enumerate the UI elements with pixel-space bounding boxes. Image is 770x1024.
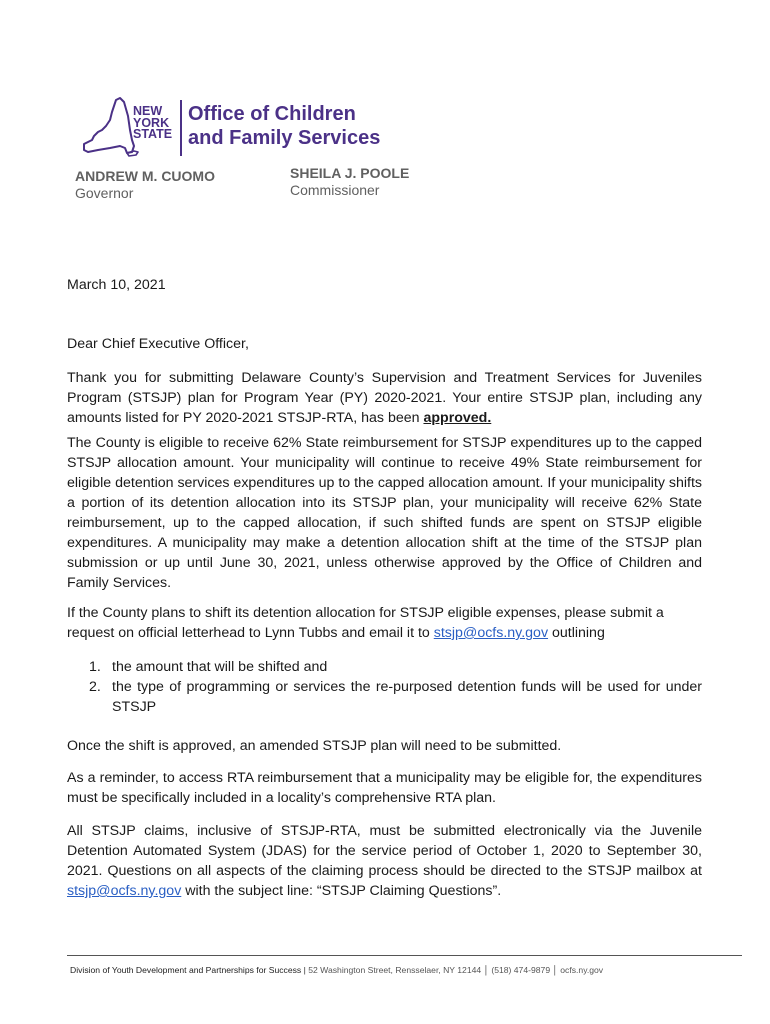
approved-text: approved. — [423, 410, 492, 426]
paragraph-shift-request — [67, 603, 702, 643]
stsjp-mailbox-link[interactable]: stsjp@ocfs.ny.gov — [67, 883, 182, 899]
ocfs-logo — [80, 96, 400, 166]
paragraph-rta-reminder: As a reminder, to access RTA reimbursement that a municipality may be eligible for, the expenditures must be specifically included in a locality’s comprehensive RTA plan. — [67, 770, 702, 806]
new-york-state-wordmark — [133, 106, 172, 141]
footer-division: Division of Youth Development and Partnerships for Success — [70, 965, 302, 975]
list-item — [67, 677, 702, 717]
list-number: 1. — [89, 659, 101, 675]
footer-divider — [67, 955, 742, 956]
paragraph-text: All STSJP claims, inclusive of STSJP-RTA, must be submitted electronically via the Juvenile Detention Automated System (JDAS) for the service period of October 1, 2020 to September 30, 2021. Questions on all aspects of the claiming process should be directed to the STSJP mailbox at — [67, 823, 702, 879]
letter-date: March 10, 2021 — [67, 277, 166, 293]
footer-phone: (518) 474-9879 — [491, 965, 551, 975]
commissioner-title: Commissioner — [290, 182, 380, 198]
list-item-text: the amount that will be shifted and — [112, 659, 328, 675]
paragraph-text: outlining — [548, 625, 605, 641]
new-york-state-map-icon — [80, 96, 140, 158]
logo-state-line: YORK — [133, 115, 170, 130]
paragraph-amended-plan: Once the shift is approved, an amended STSJP plan will need to be submitted. — [67, 738, 562, 754]
commissioner-name: SHEILA J. POOLE — [290, 165, 410, 181]
letter-greeting: Dear Chief Executive Officer, — [67, 336, 249, 352]
stsjp-email-link[interactable]: stsjp@ocfs.ny.gov — [433, 625, 549, 641]
shift-request-list — [67, 657, 702, 717]
footer-separator: │ — [483, 965, 492, 975]
logo-divider — [180, 100, 182, 156]
paragraph-plan-approval — [67, 368, 702, 428]
logo-office-line: Office of Children — [188, 103, 356, 125]
list-item-text: the type of programming or services the re-purposed detention funds will be used for under STSJP — [112, 679, 702, 715]
governor-block — [75, 168, 215, 202]
office-name-wordmark — [188, 102, 380, 150]
logo-state-line: NEW — [133, 104, 163, 118]
commissioner-block — [290, 165, 409, 199]
governor-name: ANDREW M. CUOMO — [75, 168, 215, 184]
paragraph-reimbursement: The County is eligible to receive 62% State reimbursement for STSJP expenditures up to the capped STSJP allocation amount. Your municipality will continue to receive 49% State reimbursement for eligible detention services expenditures up to the capped allocation amount. If your municipality shifts a portion of its detention allocation into its STSJP plan, your municipality will receive 62% State reimbursement, up to the capped allocation, if such shifted funds are spent on STSJP eligible expenditures. A municipality may make a detention allocation shift at the time of the STSJP plan submission or up until June 30, 2021, unless otherwise approved by the Office of Children and Family Services. — [67, 435, 702, 591]
logo-state-line: STATE — [133, 127, 173, 141]
footer-separator: | — [303, 965, 306, 975]
paragraph-text: Thank you for submitting Delaware County’s Supervision and Treatment Services for Juveniles Program (STSJP) plan for Program Year (PY) 2020-2021. Your entire STSJP plan, including any amounts listed for PY 2020-2021 STSJP-RTA, has been — [67, 370, 702, 426]
footer-website[interactable]: ocfs.ny.gov — [560, 965, 604, 975]
list-number: 2. — [89, 679, 101, 695]
letter-footer — [70, 964, 603, 976]
governor-title: Governor — [75, 185, 134, 201]
list-item — [67, 657, 702, 677]
footer-separator: │ — [552, 965, 558, 975]
paragraph-claims — [67, 821, 702, 901]
footer-address: 52 Washington Street, Rensselaer, NY 12144 — [308, 965, 482, 975]
logo-office-line: and Family Services — [188, 127, 381, 149]
paragraph-text: with the subject line: “STSJP Claiming Questions”. — [181, 883, 502, 899]
paragraph-text: If the County plans to shift its detention allocation for STSJP eligible expenses, please submit a request on official letterhead to Lynn Tubbs and email it to — [67, 605, 664, 641]
